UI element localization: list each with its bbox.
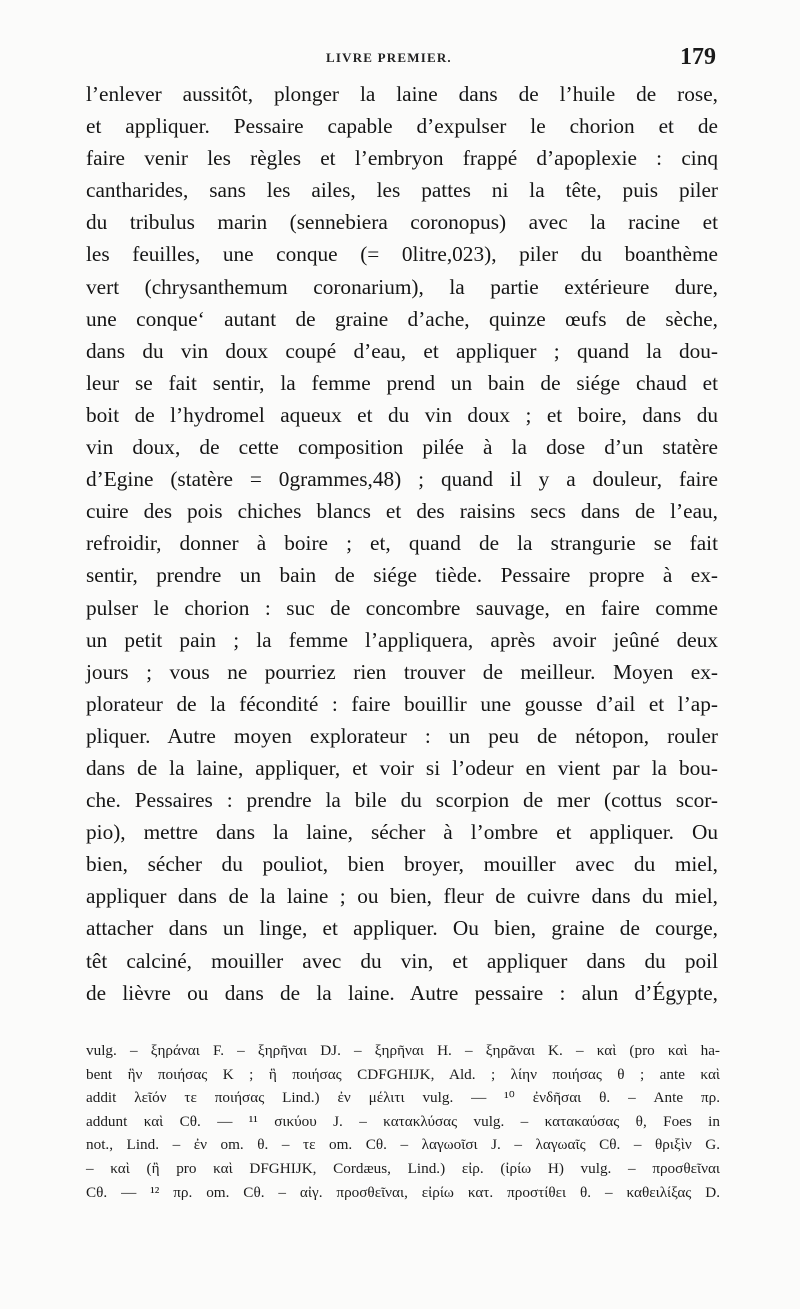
text-line: cuire des pois chiches blancs et des raisins secs dans de l’eau, xyxy=(86,499,718,524)
text-line: bien, sécher du pouliot, bien broyer, mouiller avec du miel, xyxy=(86,852,718,877)
running-head: LIVRE PREMIER. xyxy=(326,50,452,65)
text-line: une conque‘ autant de graine d’ache, quinze œufs de sèche, xyxy=(86,306,718,331)
text-line: et appliquer. Pessaire capable d’expulser le chorion et de xyxy=(86,114,718,139)
text-line: un petit pain ; la femme l’appliquera, après avoir jeûné deux xyxy=(86,627,718,652)
text-line: plorateur de la fécondité : faire bouillir une gousse d’ail et l’ap- xyxy=(86,691,718,716)
text-line: faire venir les règles et l’embryon frappé d’apoplexie : cinq xyxy=(86,146,718,171)
footnote-line: addit λεῖόν τε ποιήσας Lind.) ἐν μέλιτι vulg. — ¹⁰ ἐνδῆσαι θ. – Ante πρ. xyxy=(86,1089,720,1107)
main-text xyxy=(86,78,718,1009)
text-line: du tribulus marin (sennebiera coronopus) avec la racine et xyxy=(86,210,718,235)
text-line: appliquer dans de la laine ; ou bien, fleur de cuivre dans du miel, xyxy=(86,884,718,909)
text-line: d’Egine (statère = 0grammes,48) ; quand il y a douleur, faire xyxy=(86,467,718,492)
text-line: che. Pessaires : prendre la bile du scorpion de mer (cottus scor- xyxy=(86,788,718,813)
text-line: les feuilles, une conque (= 0litre,023), piler du boanthème xyxy=(86,242,718,267)
footnote-line: bent ἣν ποιήσας K ; ἣ ποιήσας CDFGHIJK, Ald. ; λίην ποιήσας θ ; ante καὶ xyxy=(86,1065,720,1083)
text-line: attacher dans un linge, et appliquer. Ou bien, graine de courge, xyxy=(86,916,718,941)
footnote-line: Cθ. — ¹² πρ. om. Cθ. – αἰγ. προσθεῖναι, εἰρίω κατ. προστίθει θ. – καθειλίξας D. xyxy=(86,1183,720,1201)
text-line: pliquer. Autre moyen explorateur : un peu de nétopon, rouler xyxy=(86,723,718,748)
text-line: jours ; vous ne pourriez rien trouver de meilleur. Moyen ex- xyxy=(86,659,718,684)
text-line: dans de la laine, appliquer, et voir si l’odeur en vient par la bou- xyxy=(86,755,718,780)
text-line: vin doux, de cette composition pilée à la dose d’un statère xyxy=(86,435,718,460)
text-line: têt calciné, mouiller avec du vin, et appliquer dans du poil xyxy=(86,948,718,973)
text-line: leur se fait sentir, la femme prend un bain de siége chaud et xyxy=(86,370,718,395)
text-line: pulser le chorion : suc de concombre sauvage, en faire comme xyxy=(86,595,718,620)
text-line: de lièvre ou dans de la laine. Autre pessaire : alun d’Égypte, xyxy=(86,980,718,1005)
footnote-line: vulg. – ξηράναι F. – ξηρῆναι DJ. – ξηρῆναι H. – ξηρᾶναι K. – καὶ (pro καὶ ha- xyxy=(86,1042,720,1059)
text-line: vert (chrysanthemum coronarium), la partie extérieure dure, xyxy=(86,274,718,299)
footnote-line: addunt καὶ Cθ. — ¹¹ σικύου J. – κατακλύσας vulg. – κατακαύσας θ, Foes in xyxy=(86,1112,720,1130)
text-line: refroidir, donner à boire ; et, quand de la strangurie se fait xyxy=(86,531,718,556)
page-header xyxy=(86,44,716,74)
footnote-line: – καὶ (ἢ pro καὶ DFGHIJK, Cordæus, Lind.) εἰρ. (ἰρίω H) vulg. – προσθεῖναι xyxy=(86,1159,720,1177)
text-line: dans du vin doux coupé d’eau, et appliquer ; quand la dou- xyxy=(86,338,718,363)
text-line: sentir, prendre un bain de siége tiède. Pessaire propre à ex- xyxy=(86,563,718,588)
page-number: 179 xyxy=(680,44,716,70)
text-line: pio), mettre dans la laine, sécher à l’ombre et appliquer. Ou xyxy=(86,820,718,845)
footnote-line: not., Lind. – ἐν om. θ. – τε om. Cθ. – λαγωοῖσι J. – λαγωαῖς Cθ. – θριξὶν G. xyxy=(86,1136,720,1154)
footnotes xyxy=(86,1039,720,1204)
text-line: cantharides, sans les ailes, les pattes ni la tête, puis piler xyxy=(86,178,718,203)
text-line: l’enlever aussitôt, plonger la laine dans de l’huile de rose, xyxy=(86,82,718,106)
text-line: boit de l’hydromel aqueux et du vin doux ; et boire, dans du xyxy=(86,402,718,427)
